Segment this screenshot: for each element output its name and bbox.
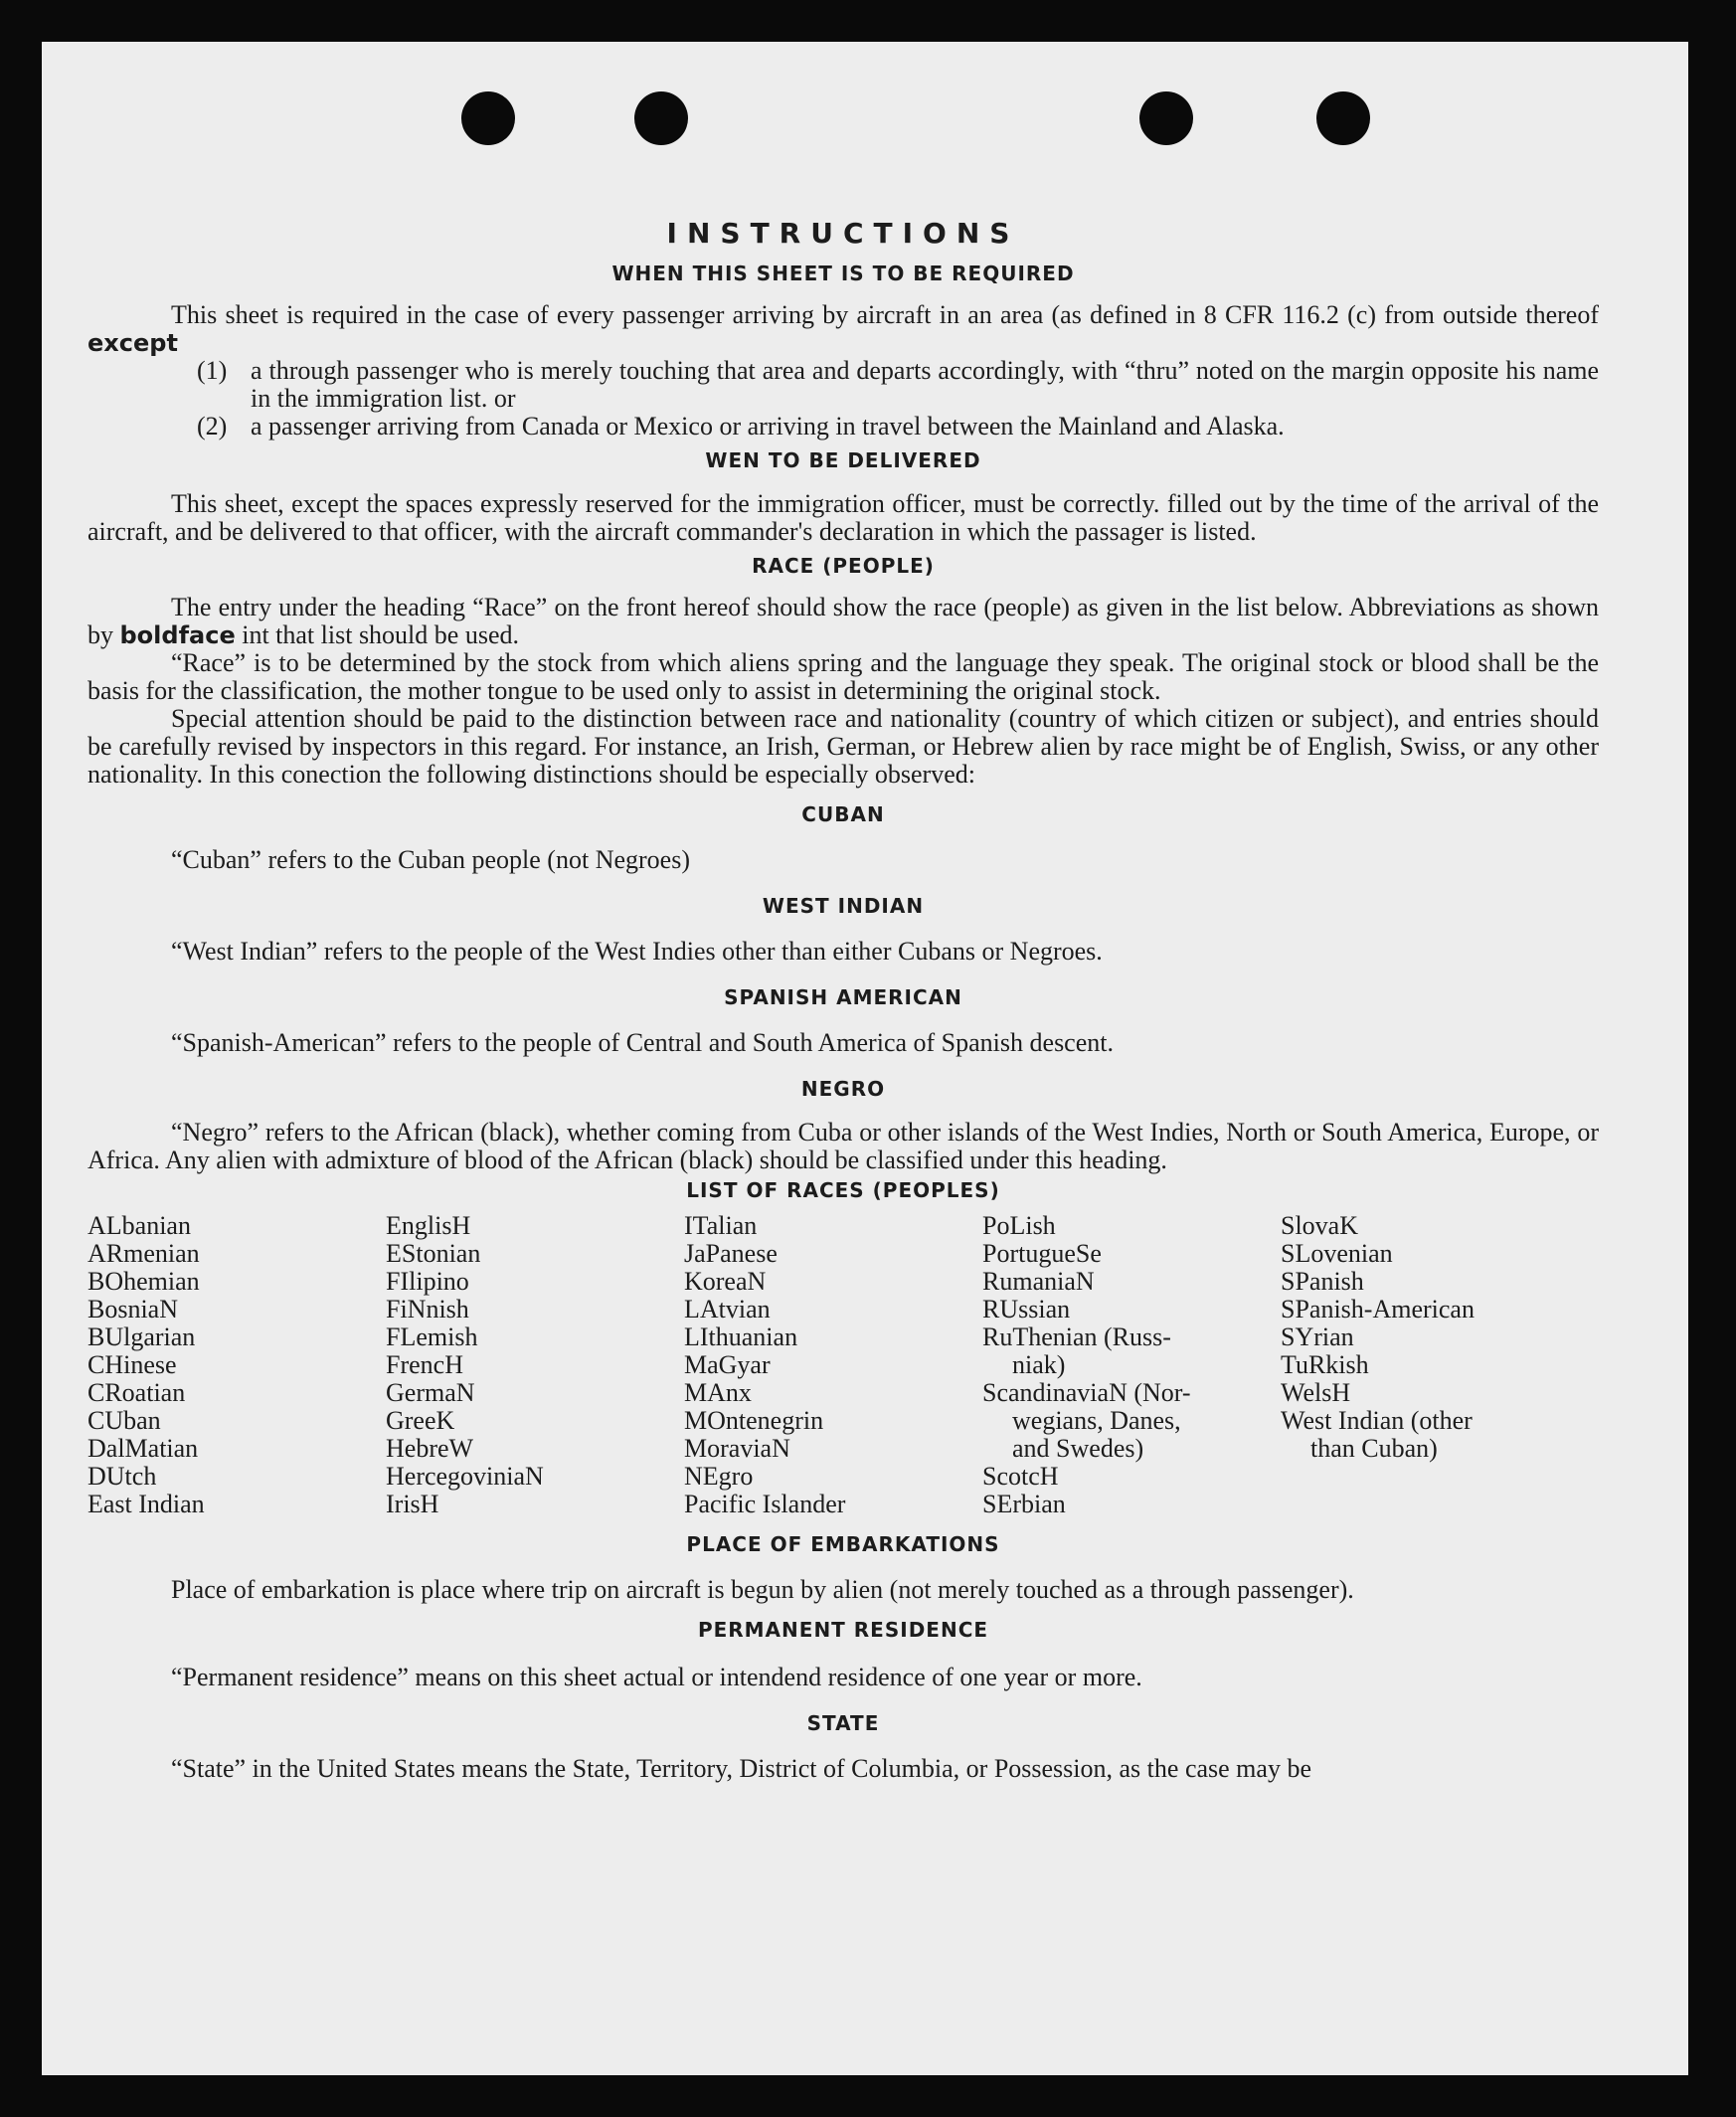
spanish-american-text: “Spanish-American” refers to the people of Central and South America of Spanish descent. bbox=[171, 1028, 1114, 1057]
state-text: “State” in the United States means the State, Territory, District of Columbia, or Possession, as the case may be bbox=[171, 1754, 1311, 1783]
when-delivered-heading: WEN TO BE DELIVERED bbox=[705, 448, 981, 472]
when-delivered-text: This sheet, except the spaces expressly reserved for the immigration officer, must be correctly. filled out by the time of the arrival of the aircraft, and be delivered to that officer, with the aircraft commander's declaration in which the passager is listed. bbox=[87, 489, 1599, 546]
race-entry: wegians, Danes, bbox=[1012, 1406, 1181, 1435]
race-entry: FiNnish bbox=[386, 1295, 469, 1323]
race-heading: RACE (PEOPLE) bbox=[752, 554, 935, 578]
race-entry: PortugueSe bbox=[982, 1239, 1102, 1268]
race-entry: DalMatian bbox=[87, 1434, 199, 1463]
race-entry: HercegoviniaN bbox=[386, 1462, 544, 1491]
race-entry: CRoatian bbox=[87, 1378, 186, 1407]
document-sheet bbox=[42, 42, 1688, 2075]
punch-hole bbox=[1139, 91, 1193, 145]
race-entry: KoreaN bbox=[684, 1267, 767, 1296]
residence-heading: PERMANENT RESIDENCE bbox=[697, 1618, 989, 1642]
race-entry: ScandinaviaN (Nor- bbox=[982, 1378, 1191, 1407]
spanish-american-heading: SPANISH AMERICAN bbox=[724, 985, 962, 1009]
race-entry: West Indian (other bbox=[1281, 1406, 1473, 1435]
negro-heading: NEGRO bbox=[800, 1077, 886, 1101]
race-entry: MoraviaN bbox=[684, 1434, 790, 1463]
punch-hole bbox=[1316, 91, 1370, 145]
race-entry: ScotcH bbox=[982, 1462, 1059, 1491]
exception-number: (1) bbox=[197, 356, 228, 385]
race-entry: NEgro bbox=[684, 1462, 754, 1491]
exception-text: a passenger arriving from Canada or Mexico or arriving in travel between the Mainland and Alaska. bbox=[251, 412, 1285, 441]
race-entry: and Swedes) bbox=[1012, 1434, 1144, 1463]
state-heading: STATE bbox=[806, 1711, 880, 1735]
race-paragraph-1 bbox=[87, 594, 1599, 649]
race-entry: IrisH bbox=[386, 1490, 439, 1518]
punch-hole bbox=[634, 91, 688, 145]
west-indian-text: “West Indian” refers to the people of the West Indies other than either Cubans or Negroes. bbox=[171, 937, 1103, 966]
race-entry: RuThenian (Russ- bbox=[982, 1323, 1171, 1351]
race-entry: SLovenian bbox=[1281, 1239, 1393, 1268]
boldface-word: boldface bbox=[119, 621, 236, 649]
race-entry: BosniaN bbox=[87, 1295, 178, 1323]
race-entry: MOntenegrin bbox=[684, 1406, 824, 1435]
race-entry: SPanish-American bbox=[1281, 1295, 1475, 1323]
race-entry: Pacific Islander bbox=[684, 1490, 846, 1518]
race-entry: niak) bbox=[1012, 1350, 1066, 1379]
race-entry: RUssian bbox=[982, 1295, 1071, 1323]
page-title: INSTRUCTIONS bbox=[666, 217, 1020, 250]
race-entry: ALbanian bbox=[87, 1211, 191, 1240]
race-entry: East Indian bbox=[87, 1490, 205, 1518]
races-column-1 bbox=[87, 1212, 386, 1518]
race-entry: EnglisH bbox=[386, 1211, 471, 1240]
race-entry: BOhemian bbox=[87, 1267, 200, 1296]
races-list bbox=[87, 1212, 1599, 1518]
race-entry: EStonian bbox=[386, 1239, 481, 1268]
race-entry: TuRkish bbox=[1281, 1350, 1369, 1379]
race-entry: GreeK bbox=[386, 1406, 455, 1435]
race-entry: LAtvian bbox=[684, 1295, 771, 1323]
exception-text: a through passenger who is merely touching that area and departs accordingly, with “thru” noted on the margin opposite his name in the immigration list. or bbox=[251, 356, 1599, 413]
race-entry: MaGyar bbox=[684, 1350, 771, 1379]
race-entry: CHinese bbox=[87, 1350, 177, 1379]
race-entry: HebreW bbox=[386, 1434, 474, 1463]
exception-1 bbox=[87, 357, 1599, 413]
race-paragraph-2: “Race” is to be determined by the stock from which aliens spring and the language they speak. The original stock or blood shall be the basis for the classification, the mother tongue to be used only to assist in determining the original stock. bbox=[87, 648, 1599, 705]
race-entry: SlovaK bbox=[1281, 1211, 1358, 1240]
when-required-text-body: This sheet is required in the case of every passenger arriving by aircraft in an area (as defined in 8 CFR 116.2 (c) from outside thereof bbox=[171, 300, 1599, 329]
race-paragraph-3: Special attention should be paid to the distinction between race and nationality (country of which citizen or subject), and entries should be carefully revised by inspectors in this regard. For instance, an Irish, German, or Hebrew alien by race might be of English, Swiss, or any other nationality. In this conection the following distinctions should be especially observed: bbox=[87, 704, 1599, 789]
embarkation-heading: PLACE OF EMBARKATIONS bbox=[686, 1532, 1000, 1556]
race-entry: CUban bbox=[87, 1406, 161, 1435]
except-word: except bbox=[87, 329, 178, 357]
exception-2 bbox=[87, 413, 1599, 441]
race-entry: MAnx bbox=[684, 1378, 752, 1407]
residence-text: “Permanent residence” means on this sheet actual or intendend residence of one year or more. bbox=[171, 1663, 1142, 1691]
race-entry: LIthuanian bbox=[684, 1323, 798, 1351]
races-column-3 bbox=[684, 1212, 982, 1518]
when-required-text bbox=[87, 301, 1599, 357]
list-of-races-heading: LIST OF RACES (PEOPLES) bbox=[686, 1178, 1000, 1202]
race-entry: PoLish bbox=[982, 1211, 1056, 1240]
cuban-heading: CUBAN bbox=[801, 802, 885, 826]
race-entry: RumaniaN bbox=[982, 1267, 1095, 1296]
race-entry: ARmenian bbox=[87, 1239, 200, 1268]
races-column-4 bbox=[982, 1212, 1281, 1518]
race-entry: SPanish bbox=[1281, 1267, 1364, 1296]
race-entry: FLemish bbox=[386, 1323, 478, 1351]
exception-number: (2) bbox=[197, 412, 228, 441]
cuban-text: “Cuban” refers to the Cuban people (not Negroes) bbox=[171, 845, 690, 874]
races-column-2 bbox=[386, 1212, 684, 1518]
punch-hole bbox=[461, 91, 515, 145]
west-indian-heading: WEST INDIAN bbox=[762, 894, 925, 918]
race-entry: SYrian bbox=[1281, 1323, 1354, 1351]
race-entry: DUtch bbox=[87, 1462, 157, 1491]
race-entry: FrencH bbox=[386, 1350, 463, 1379]
embarkation-text: Place of embarkation is place where trip on aircraft is begun by alien (not merely touched as a through passenger). bbox=[171, 1575, 1354, 1604]
race-paragraph-1-end: int that list should be used. bbox=[242, 620, 519, 649]
race-paragraph-1-text: The entry under the heading “Race” on the front hereof should show the race (people) as given in the list below. Abbreviations as shown by bbox=[87, 593, 1599, 649]
race-entry: WelsH bbox=[1281, 1378, 1351, 1407]
race-entry: SErbian bbox=[982, 1490, 1066, 1518]
race-entry: ITalian bbox=[684, 1211, 758, 1240]
race-entry: GermaN bbox=[386, 1378, 475, 1407]
race-entry: than Cuban) bbox=[1310, 1434, 1438, 1463]
races-column-5 bbox=[1281, 1212, 1599, 1518]
race-entry: FIlipino bbox=[386, 1267, 469, 1296]
negro-text: “Negro” refers to the African (black), whether coming from Cuba or other islands of the West Indies, North or South America, Europe, or Africa. Any alien with admixture of blood of the African (black) should be classified under this heading. bbox=[87, 1118, 1599, 1174]
instructions-content bbox=[87, 181, 1599, 1783]
race-entry: JaPanese bbox=[684, 1239, 778, 1268]
when-required-heading: WHEN THIS SHEET IS TO BE REQUIRED bbox=[611, 262, 1075, 285]
race-entry: BUlgarian bbox=[87, 1323, 196, 1351]
